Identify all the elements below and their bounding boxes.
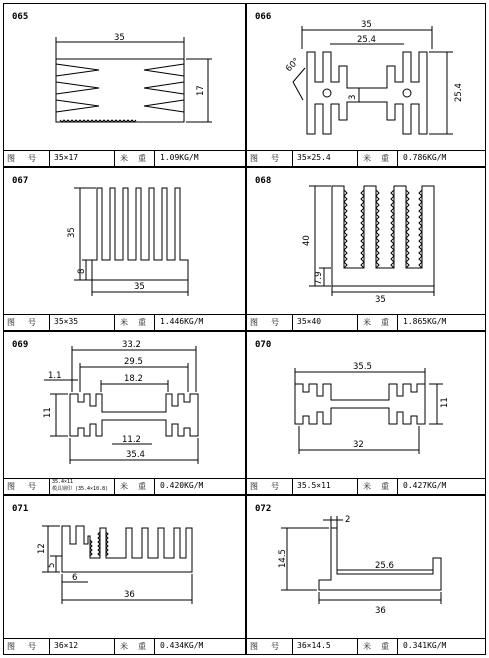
profile-size: 36×12 [54,641,79,650]
label-zhong: 重 [138,642,146,651]
label-hao: 号 [271,154,279,163]
profile-067 [3,167,246,331]
profile-code: 068 [255,176,272,186]
dim-width: 35 [114,33,125,43]
profile-weight: 0.434KG/M [160,641,204,650]
dim-angle: 60° [284,56,302,75]
profile-footer [4,150,245,166]
dim-width: 35.4 [126,450,145,460]
profile-footer [247,314,485,330]
profile-072 [246,495,486,655]
profile-size: 35×40 [297,317,322,326]
profile-065 [3,3,246,167]
label-zhong: 重 [381,318,389,327]
profile-weight: 0.420KG/M [160,481,204,490]
label-zhong: 重 [138,154,146,163]
dim-width: 35.5 [353,362,372,372]
dim-inner: 29.5 [124,357,143,367]
profile-weight: 0.341KG/M [403,641,447,650]
label-mi: 米 [120,318,128,327]
label-hao: 号 [28,318,36,327]
profile-drawing [247,4,487,154]
label-zhong: 重 [381,642,389,651]
profile-footer [247,638,485,654]
profile-size: 35.5×11 [297,481,331,490]
label-mi: 米 [363,154,371,163]
profile-code: 072 [255,504,272,514]
dim-width: 36 [375,606,386,616]
profile-drawing [247,168,487,318]
label-hao: 号 [271,482,279,491]
profile-footer [247,150,485,166]
dim-height: 25.4 [454,83,464,102]
profile-weight: 1.865KG/M [403,317,447,326]
dim-height: 35 [67,227,77,238]
profile-code: 071 [12,504,29,514]
dim-height: 40 [302,235,312,246]
profile-drawing [247,332,487,482]
label-mi: 米 [120,642,128,651]
label-zhong: 重 [138,318,146,327]
dim-inner: 25.6 [375,561,394,571]
dim-height: 14.5 [278,549,288,568]
label-hao: 号 [271,642,279,651]
profile-066 [246,3,486,167]
dim-thickness: 2 [345,515,351,525]
label-mi: 米 [120,482,128,491]
label-hao: 号 [28,482,36,491]
profile-footer [4,638,245,654]
dim-slot: 18.2 [124,374,143,384]
profile-code: 066 [255,12,272,22]
profile-068 [246,167,486,331]
profile-footer [247,478,485,494]
dim-height: 11 [440,397,450,408]
profile-code: 065 [12,12,29,22]
dim-base: 8 [77,268,87,274]
profile-size: 35×35 [54,317,79,326]
label-hao: 号 [28,642,36,651]
label-mi: 米 [363,318,371,327]
dim-overall: 33.2 [122,340,141,350]
dim-base: 5 [47,562,57,568]
profile-size: 36×14.5 [297,641,331,650]
profile-weight: 0.786KG/M [403,153,447,162]
label-tu: 图 [250,642,258,651]
label-hao: 号 [271,318,279,327]
profile-size: 35×17 [54,153,79,162]
profile-size-line1: 35.4×11 [52,479,74,485]
dim-width: 35 [375,295,386,305]
profile-drawing [4,496,247,641]
label-tu: 图 [7,482,15,491]
profile-size-line2: 模具钢印 (35.4×10.8) [52,486,109,492]
label-zhong: 重 [381,154,389,163]
profile-070 [246,331,486,495]
label-zhong: 重 [381,482,389,491]
dim-width: 35 [361,20,372,30]
profile-weight: 1.446KG/M [160,317,204,326]
profile-069 [3,331,246,495]
dim-inner: 32 [353,440,364,450]
dim-height: 11 [43,407,53,418]
profile-weight: 0.427KG/M [403,481,447,490]
profile-071 [3,495,246,655]
label-zhong: 重 [138,482,146,491]
label-tu: 图 [7,154,15,163]
profile-drawing [4,332,247,482]
profile-drawing [4,4,247,154]
dim-web: 11.2 [122,435,141,445]
profile-code: 069 [12,340,29,350]
label-mi: 米 [120,154,128,163]
dim-height: 12 [37,543,47,554]
profile-size: 35×25.4 [297,153,331,162]
dim-web: 3 [348,94,358,100]
label-tu: 图 [250,318,258,327]
dim-height: 17 [196,85,206,96]
profile-code: 067 [12,176,29,186]
profile-code: 070 [255,340,272,350]
label-tu: 图 [250,154,258,163]
label-mi: 米 [363,482,371,491]
dim-lip: 6 [72,573,78,583]
label-mi: 米 [363,642,371,651]
profile-footer [4,478,245,494]
dim-width: 36 [124,590,135,600]
dim-base: 7.9 [314,271,324,285]
label-tu: 图 [250,482,258,491]
label-tu: 图 [7,642,15,651]
profile-drawing [247,496,487,641]
label-hao: 号 [28,154,36,163]
label-tu: 图 [7,318,15,327]
profile-weight: 1.09KG/M [160,153,199,162]
dim-inner: 25.4 [357,35,376,45]
profile-drawing [4,168,247,318]
dim-fin: 1.1 [48,371,62,381]
profile-footer [4,314,245,330]
dim-width: 35 [134,282,145,292]
